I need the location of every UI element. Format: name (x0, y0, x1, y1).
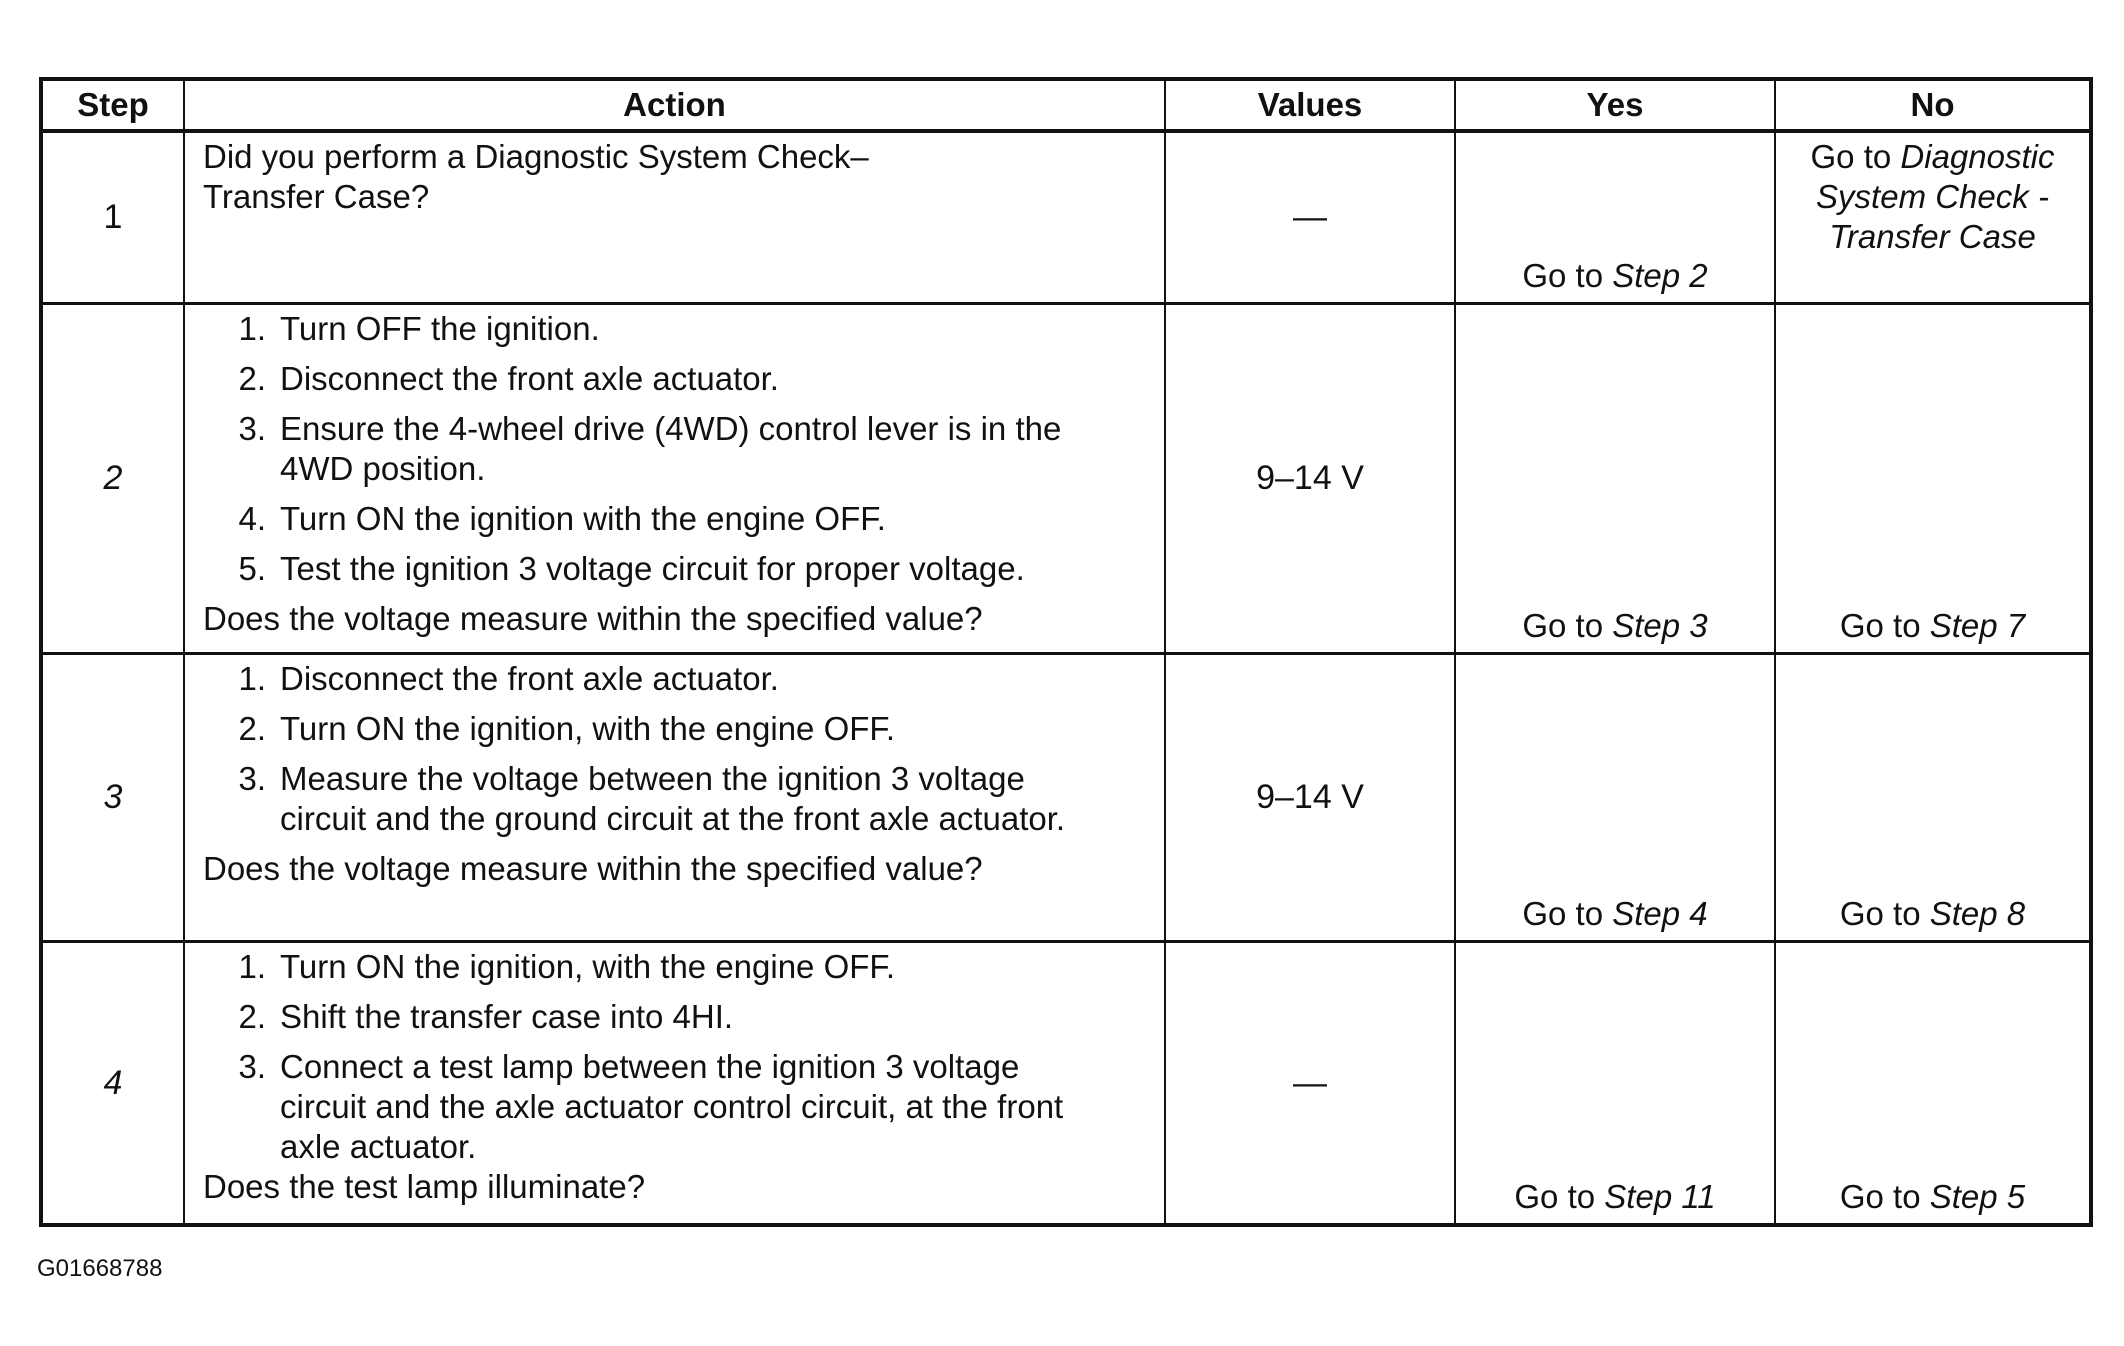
item-number: 3. (238, 759, 266, 797)
list-item (203, 997, 1146, 1037)
list-item (203, 309, 1146, 349)
no-cell (1775, 131, 2091, 303)
step-number: 4 (41, 941, 184, 1225)
goto-procedure-ref: Diagnostic System Check - Transfer Case (1816, 138, 2055, 255)
table-row-step-2 (41, 303, 2091, 653)
no-goto-link[interactable] (1776, 606, 2089, 646)
action-cell (184, 303, 1165, 653)
yes-cell (1455, 941, 1775, 1225)
goto-step-ref: Step 4 (1612, 894, 1708, 932)
goto-step-ref: Step 11 (1604, 1178, 1716, 1215)
list-item (203, 409, 1146, 489)
action-question: Does the voltage measure within the specified value? (203, 849, 983, 887)
list-item (203, 549, 1146, 589)
item-text: Test the ignition 3 voltage circuit for proper voltage. (280, 549, 1025, 587)
yes-goto-link[interactable] (1456, 256, 1774, 296)
goto-step-ref: Step 5 (1929, 1178, 2026, 1215)
step-number: 1 (41, 131, 184, 303)
item-text: Turn ON the ignition, with the engine OFF. (280, 947, 896, 985)
list-item (203, 947, 1146, 987)
table-row-step-1 (41, 131, 2091, 303)
action-question: Does the test lamp illuminate? (203, 1167, 646, 1205)
item-text: Disconnect the front axle actuator. (280, 659, 779, 697)
item-number: 3. (238, 1047, 266, 1085)
yes-goto-link[interactable] (1456, 894, 1774, 934)
values-cell: 9–14 V (1165, 303, 1455, 653)
goto-prefix: Go to (1514, 1178, 1596, 1215)
action-cell (184, 653, 1165, 941)
goto-step-ref: Step 7 (1929, 606, 2026, 644)
header-action: Action (184, 79, 1165, 131)
goto-step-ref: Step 2 (1612, 256, 1708, 294)
goto-prefix: Go to (1522, 606, 1604, 644)
item-number: 4. (238, 499, 266, 537)
figure-id: G01668788 (37, 1255, 163, 1282)
item-number: 2. (238, 359, 266, 397)
item-number: 1. (238, 947, 266, 985)
goto-prefix: Go to (1810, 138, 1892, 175)
yes-cell (1455, 131, 1775, 303)
no-cell (1775, 653, 2091, 941)
yes-goto-link[interactable] (1456, 1177, 1774, 1217)
action-question: Did you perform a Diagnostic System Check– Transfer Case? (203, 138, 869, 215)
table-row-step-4 (41, 941, 2091, 1225)
action-steps-list (203, 309, 1146, 589)
item-text: Turn ON the ignition, with the engine OFF. (280, 709, 896, 747)
no-goto-link[interactable] (1776, 894, 2089, 934)
action-steps-list (203, 947, 1146, 1167)
no-goto-link[interactable] (1784, 137, 2081, 257)
list-item (203, 709, 1146, 749)
list-item (203, 759, 1146, 839)
table-row-step-3 (41, 653, 2091, 941)
goto-prefix: Go to (1522, 894, 1604, 932)
item-number: 1. (238, 309, 266, 347)
action-cell (184, 941, 1165, 1225)
header-values: Values (1165, 79, 1455, 131)
values-cell: — (1165, 941, 1455, 1225)
item-text: Ensure the 4-wheel drive (4WD) control lever is in the 4WD position. (280, 409, 1062, 487)
goto-prefix: Go to (1839, 894, 1921, 932)
header-step: Step (41, 79, 184, 131)
item-number: 1. (238, 659, 266, 697)
item-number: 5. (238, 549, 266, 587)
goto-prefix: Go to (1839, 606, 1921, 644)
header-yes: Yes (1455, 79, 1775, 131)
item-text: Shift the transfer case into 4HI. (280, 997, 734, 1035)
no-cell (1775, 941, 2091, 1225)
list-item (203, 359, 1146, 399)
item-number: 3. (238, 409, 266, 447)
step-number: 2 (41, 303, 184, 653)
item-text: Connect a test lamp between the ignition 3 voltage circuit and the axle actuator control circuit, at the front axle actuator. (280, 1047, 1064, 1165)
goto-prefix: Go to (1839, 1178, 1921, 1215)
values-cell: — (1165, 131, 1455, 303)
header-no: No (1775, 79, 2091, 131)
values-cell: 9–14 V (1165, 653, 1455, 941)
yes-goto-link[interactable] (1456, 606, 1774, 646)
action-cell (184, 131, 1165, 303)
item-text: Measure the voltage between the ignition 3 voltage circuit and the ground circuit at the front axle actuator. (280, 759, 1066, 837)
diagnostic-table (39, 77, 2093, 1227)
action-steps-list (203, 659, 1146, 839)
item-number: 2. (238, 997, 266, 1035)
list-item (203, 499, 1146, 539)
yes-cell (1455, 303, 1775, 653)
item-text: Turn OFF the ignition. (280, 309, 600, 347)
no-goto-link[interactable] (1776, 1177, 2089, 1217)
yes-cell (1455, 653, 1775, 941)
item-text: Turn ON the ignition with the engine OFF. (280, 499, 886, 537)
goto-step-ref: Step 8 (1929, 894, 2026, 932)
goto-prefix: Go to (1522, 256, 1604, 294)
no-cell (1775, 303, 2091, 653)
action-question: Does the voltage measure within the specified value? (203, 599, 983, 637)
goto-step-ref: Step 3 (1612, 606, 1708, 644)
list-item (203, 1047, 1146, 1167)
step-number: 3 (41, 653, 184, 941)
item-number: 2. (238, 709, 266, 747)
table-header-row (41, 79, 2091, 131)
item-text: Disconnect the front axle actuator. (280, 359, 779, 397)
list-item (203, 659, 1146, 699)
